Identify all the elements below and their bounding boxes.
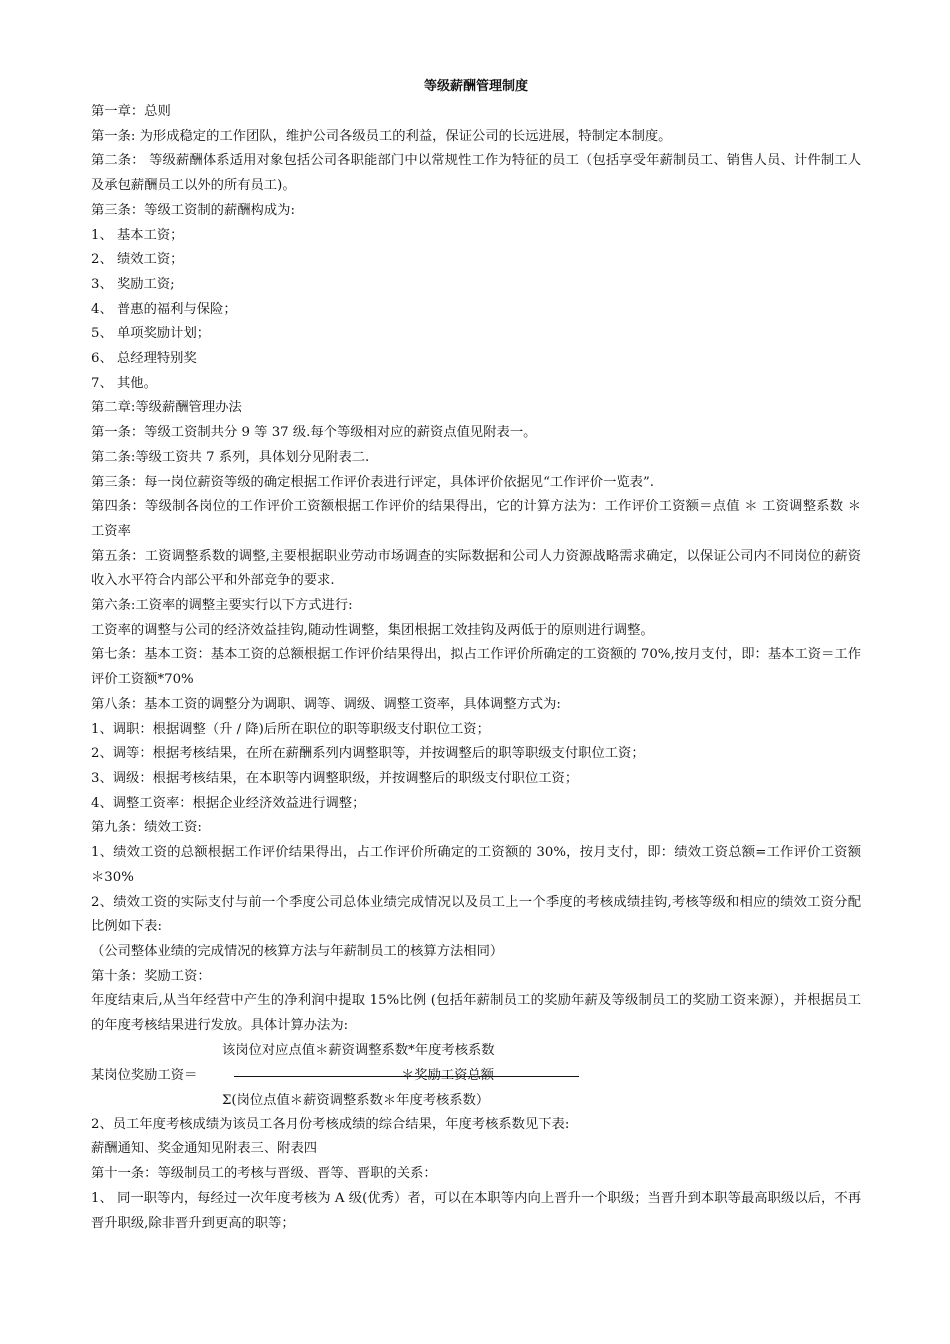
list-item: 4、调整工资率：根据企业经济效益进行调整； xyxy=(91,795,366,811)
formula-denominator: Σ(岗位点值＊薪资调整系数＊年度考核系数） xyxy=(222,1092,490,1108)
paragraph: 第八条：基本工资的调整分为调职、调等、调级、调整工资率，具体调整方式为: xyxy=(91,696,561,712)
formula-multiplier: ＊奖励工资总额 xyxy=(401,1067,495,1083)
paragraph: 第二条:等级工资共 7 系列，具体划分见附表二. xyxy=(91,449,370,465)
paragraph: 第二条： 等级薪酬体系适用对象包括公司各职能部门中以常规性工作为特征的员工（包括享受年薪制员工、销售人员、计件制工人及承包薪酬员工以外的所有员工)。 xyxy=(91,153,861,194)
list-item: 3、 奖励工资; xyxy=(91,276,175,292)
paragraph: 年度结束后,从当年经营中产生的净利润中提取 15%比例 (包括年薪制员工的奖励年薪及等级制员工的奖励工资来源），并根据员工的年度考核结果进行发放。具体计算办法为: xyxy=(91,993,861,1034)
paragraph: （公司整体业绩的完成情况的核算方法与年薪制员工的核算方法相同） xyxy=(91,943,504,959)
paragraph: 2、员工年度考核成绩为该员工各月份考核成绩的综合结果，年度考核系数见下表: xyxy=(91,1116,570,1132)
list-item: 5、 单项奖励计划； xyxy=(91,326,211,342)
list-item: 1、调职：根据调整（升 / 降)后所在职位的职等职级支付职位工资； xyxy=(91,721,490,737)
chapter-heading: 第二章:等级薪酬管理办法 xyxy=(91,400,242,416)
fraction-bar xyxy=(234,1076,579,1077)
list-item: 2、调等：根据考核结果，在所在薪酬系列内调整职等，并按调整后的职等职级支付职位工资； xyxy=(91,746,645,762)
paragraph: 第六条:工资率的调整主要实行以下方式进行: xyxy=(91,598,353,614)
paragraph: 薪酬通知、奖金通知见附表三、附表四 xyxy=(91,1141,318,1157)
list-item: 7、 其他。 xyxy=(91,375,157,391)
paragraph: 第九条：绩效工资: xyxy=(91,820,202,836)
list-item: 2、 绩效工资； xyxy=(91,252,184,268)
paragraph: 第五条：工资调整系数的调整,主要根据职业劳动市场调查的实际数据和公司人力资源战略需求确定，以保证公司内不同岗位的薪资收入水平符合内部公平和外部竞争的要求. xyxy=(91,548,861,589)
paragraph: 1、 同一职等内，每经过一次年度考核为 A 级(优秀）者，可以在本职等内向上晋升一个职级；当晋升到本职等最高职级以后，不再晋升职级,除非晋升到更高的职等； xyxy=(91,1190,861,1231)
list-item: 4、 普惠的福利与保险； xyxy=(91,301,237,317)
list-item: 1、 基本工资； xyxy=(91,227,184,243)
formula-numerator: 该岗位对应点值＊薪资调整系数*年度考核系数 xyxy=(222,1042,495,1058)
paragraph: 第一条：等级工资制共分 9 等 37 级.每个等级相对应的薪资点值见附表一。 xyxy=(91,425,537,441)
paragraph: 第七条：基本工资：基本工资的总额根据工作评价结果得出，拟占工作评价所确定的工资额的 70%,按月支付，即：基本工资＝工作评价工资额*70% xyxy=(91,647,861,688)
document-body xyxy=(91,74,861,1236)
document-title: 等级薪酬管理制度 xyxy=(423,79,528,94)
paragraph: 第十条：奖励工资： xyxy=(91,968,211,984)
list-item: 6、 总经理特别奖 xyxy=(91,351,197,367)
paragraph: 2、绩效工资的实际支付与前一个季度公司总体业绩完成情况以及员工上一个季度的考核成绩挂钩,考核等级和相应的绩效工资分配比例如下表: xyxy=(91,894,861,935)
paragraph: 第一条: 为形成稳定的工作团队，维护公司各级员工的利益，保证公司的长远进展，特制定本制度。 xyxy=(91,128,672,144)
paragraph: 第十一条：等级制员工的考核与晋级、晋等、晋职的关系： xyxy=(91,1166,437,1182)
paragraph: 1、绩效工资的总额根据工作评价结果得出，占工作评价所确定的工资额的 30%，按月支付，即：绩效工资总额=工作评价工资额＊30% xyxy=(91,845,861,885)
paragraph: 工资率的调整与公司的经济效益挂钩,随动性调整，集团根据工效挂钩及两低于的原则进行调整。 xyxy=(91,622,654,638)
paragraph: 第四条：等级制各岗位的工作评价工资额根据工作评价的结果得出，它的计算方法为：工作评价工资额＝点值 ＊ 工资调整系数 ＊ 工资率 xyxy=(91,499,861,539)
reward-formula xyxy=(91,1039,861,1113)
list-item: 3、调级：根据考核结果，在本职等内调整职级，并按调整后的职级支付职位工资； xyxy=(91,770,579,786)
formula-lhs: 某岗位奖励工资＝ xyxy=(91,1067,198,1083)
paragraph: 第三条：等级工资制的薪酬构成为: xyxy=(91,202,295,218)
paragraph: 第三条：每一岗位薪资等级的确定根据工作评价表进行评定，具体评价依据见“工作评价一览表”. xyxy=(91,474,654,490)
paragraph: 第一章：总则 xyxy=(91,104,171,119)
